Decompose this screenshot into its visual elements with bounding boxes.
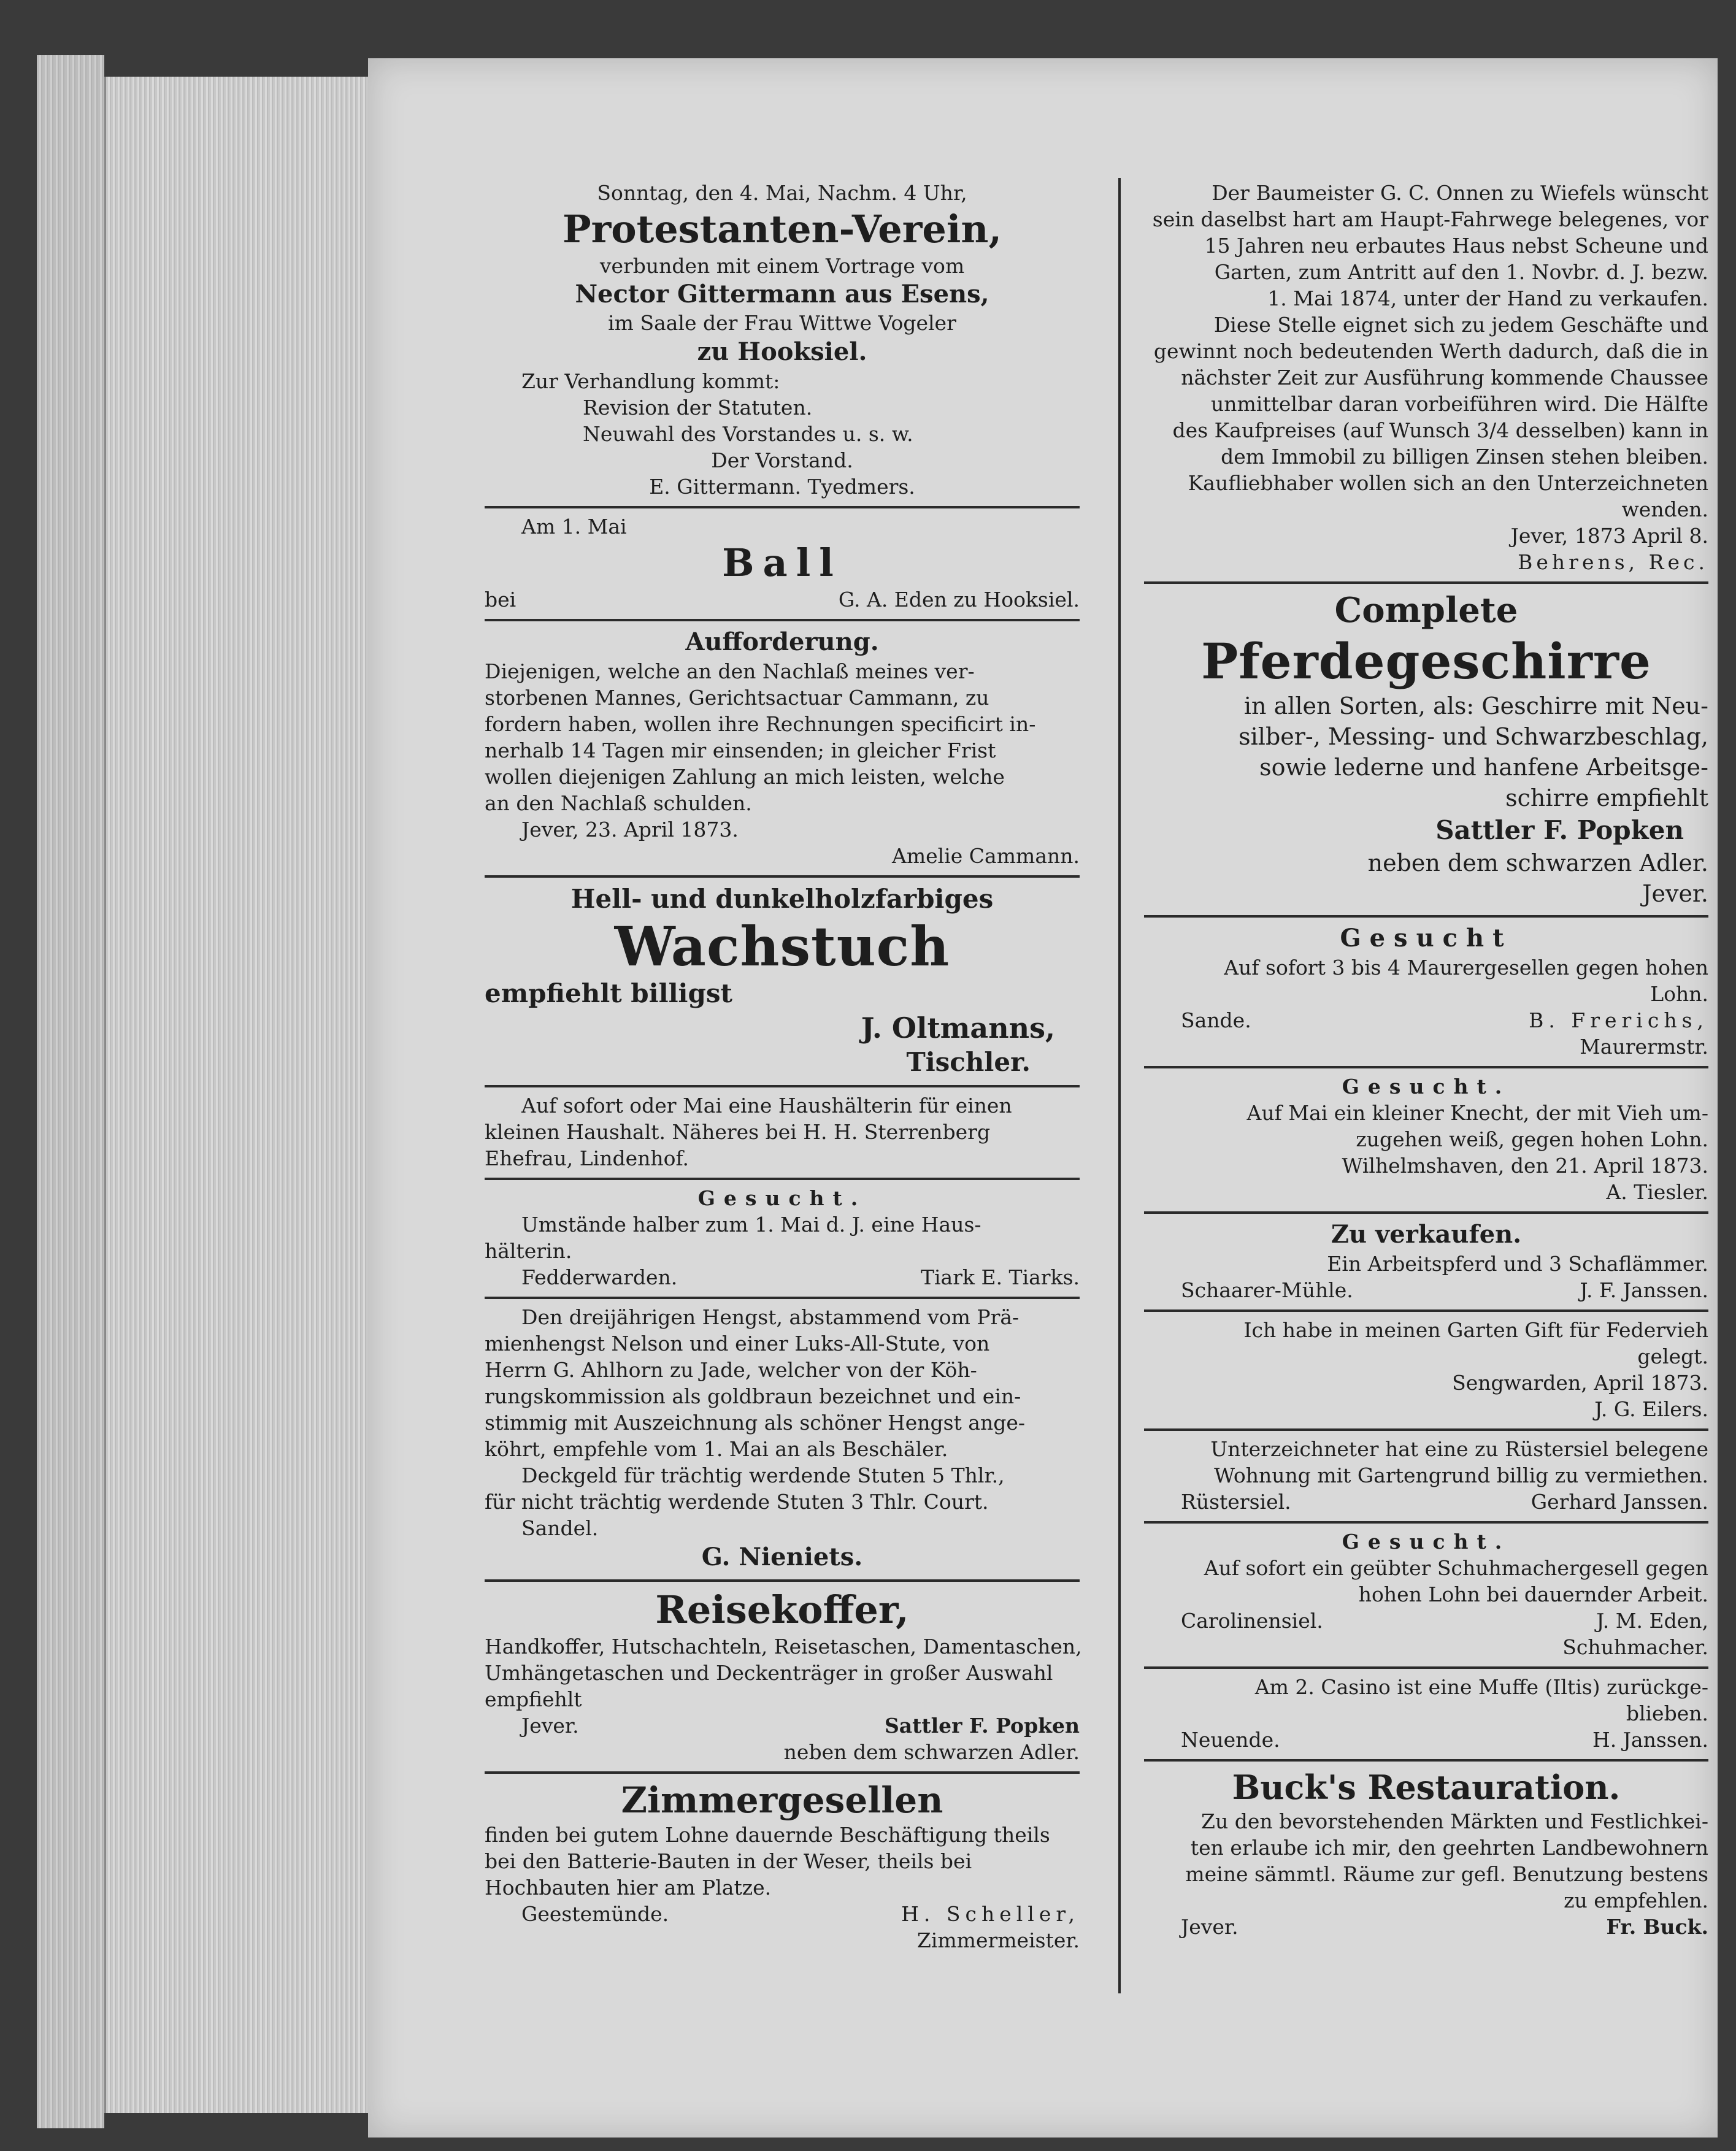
ad-text: Der Baumeister G. C. Onnen zu Wiefels wünscht (1212, 181, 1708, 205)
ad-signature-line (1144, 1727, 1708, 1753)
ad-text: für nicht trächtig werdende Stuten 3 Thlr. Court. (485, 1490, 989, 1514)
ad-date: Wilhelmshaven, den 21. April 1873. (1342, 1154, 1708, 1178)
ad-place: Jever. (521, 1714, 579, 1738)
ad-signature: Gerhard Janssen. (1531, 1490, 1708, 1514)
ad-place: Sande. (1181, 1008, 1251, 1032)
ad-speaker: Nector Gittermann aus Esens, (575, 280, 989, 309)
ad-text: hohen Lohn bei dauernder Arbeit. (1358, 1582, 1708, 1606)
ad-signature-line (1144, 1608, 1708, 1634)
ad-text: Wohnung mit Gartengrund billig zu vermiethen. (1214, 1463, 1708, 1487)
ad-place: Neuende. (1181, 1728, 1280, 1752)
ad-text: rungskommission als goldbraun bezeichnet und ein- (485, 1384, 1021, 1408)
ad-text: stimmig mit Auszeichnung als schöner Hengst ange- (485, 1411, 1026, 1435)
ad-text: Den dreijährigen Hengst, abstammend vom Prä- (521, 1305, 1020, 1329)
ad-title: Gesucht. (697, 1186, 867, 1210)
ad-text: Unterzeichneter hat eine zu Rüstersiel belegene (1210, 1437, 1708, 1461)
ad-onnen-haus (1144, 175, 1708, 581)
ad-signature-title: Zimmermeister. (916, 1928, 1080, 1952)
ad-text: bei den Batterie-Bauten in der Weser, theils bei (485, 1849, 972, 1873)
ad-text: Neuwahl des Vorstandes u. s. w. (583, 422, 913, 446)
ad-text: meine sämmtl. Räume zur gefl. Benutzung bestens (1185, 1862, 1708, 1886)
ad-text: zugehen weiß, gegen hohen Lohn. (1356, 1127, 1708, 1151)
ad-signature-line (1144, 1277, 1708, 1303)
ad-text: Ich habe in meinen Garten Gift für Federvieh (1243, 1318, 1708, 1342)
ad-text: blieben. (1626, 1701, 1708, 1725)
right-column (1144, 175, 1708, 1946)
ad-gesucht-knecht (1144, 1066, 1708, 1211)
ad-date-line: Sonntag, den 4. Mai, Nachm. 4 Uhr, (597, 181, 967, 205)
ad-gesucht-schuhmacher (1144, 1521, 1708, 1666)
ad-signature: H. Scheller, (901, 1902, 1080, 1926)
ad-zimmergesellen (485, 1771, 1080, 1960)
ad-title-main: Pferdegeschirre (1201, 632, 1651, 690)
ad-address: neben dem schwarzen Adler. (783, 1740, 1080, 1764)
ad-signature: Tiark E. Tiarks. (920, 1265, 1080, 1289)
ad-text: an den Nachlaß schulden. (485, 791, 752, 815)
ad-text: wenden. (1621, 497, 1708, 521)
ad-text: schirre empfiehlt (1505, 784, 1708, 811)
ad-address: neben dem schwarzen Adler. (1367, 849, 1708, 876)
ad-title: Aufforderung. (685, 627, 879, 656)
ad-signature-line (1144, 1914, 1708, 1940)
ad-text: nächster Zeit zur Ausführung kommende Chaussee (1181, 366, 1708, 389)
ad-signature-title: Schuhmacher. (1562, 1635, 1708, 1659)
ad-gesucht-maurer (1144, 915, 1708, 1066)
ad-text: Auf sofort oder Mai eine Haushälterin für einen (521, 1094, 1012, 1118)
ad-signature: Sattler F. Popken (1435, 815, 1684, 845)
ad-signature: H. Janssen. (1592, 1728, 1708, 1752)
ad-hengst (485, 1297, 1080, 1579)
ad-text: Umstände halber zum 1. Mai d. J. eine Haus- (521, 1213, 981, 1237)
ad-text: unmittelbar daran vorbeiführen wird. Die Hälfte (1211, 392, 1708, 416)
ad-title: Buck's Restauration. (1232, 1768, 1621, 1807)
ad-gesucht-haushaelterin (485, 1178, 1080, 1297)
ad-title: Zimmergesellen (621, 1779, 943, 1821)
ad-text: empfiehlt billigst (485, 978, 732, 1008)
ad-text: wollen diejenigen Zahlung an mich leisten, welche (485, 765, 1005, 789)
ad-text: storbenen Mannes, Gerichtsactuar Cammann, zu (485, 686, 989, 710)
ad-signature-line (485, 1264, 1080, 1290)
ad-place: Geestemünde. (521, 1902, 669, 1926)
book-binding-edge (37, 55, 104, 2128)
ad-title: Gesucht. (1342, 1075, 1511, 1099)
ad-place: Jever. (1181, 1915, 1239, 1939)
ad-text: gelegt. (1637, 1344, 1708, 1368)
ad-host-line (485, 586, 1080, 613)
ad-bucks-restauration (1144, 1759, 1708, 1946)
ad-text: Der Vorstand. (711, 448, 853, 472)
ad-title: Gesucht (1340, 924, 1513, 953)
ad-text: zu empfehlen. (1564, 1888, 1708, 1912)
ad-text: Diejenigen, welche an den Nachlaß meines ver- (485, 659, 975, 683)
left-column (485, 175, 1080, 1960)
ad-date: Jever, 1873 April 8. (1510, 524, 1708, 548)
ad-signature-line (1144, 1007, 1708, 1033)
ad-signature-line (485, 1712, 1080, 1739)
ad-title: Ball (722, 540, 842, 585)
ad-date-line: Am 1. Mai (521, 515, 627, 539)
ad-place: Jever. (1642, 880, 1708, 907)
ad-haushaelterin (485, 1085, 1080, 1178)
ad-reisekoffer (485, 1579, 1080, 1771)
ad-ball (485, 506, 1080, 619)
ad-signature: Behrens, Rec. (1518, 550, 1708, 574)
ad-place: Schaarer-Mühle. (1181, 1278, 1353, 1302)
ad-date: Sengwarden, April 1873. (1452, 1371, 1708, 1395)
ad-aufforderung (485, 619, 1080, 875)
ad-zu-verkaufen (1144, 1211, 1708, 1309)
ad-text: in allen Sorten, als: Geschirre mit Neu- (1243, 692, 1708, 719)
ad-signature: Amelie Cammann. (892, 844, 1080, 868)
ad-signature-title: Maurermstr. (1580, 1035, 1708, 1059)
ad-text: Auf sofort ein geübter Schuhmachergesell gegen (1204, 1556, 1708, 1580)
ad-gift (1144, 1309, 1708, 1428)
ad-text: hälterin. (485, 1239, 572, 1263)
ad-muffe (1144, 1666, 1708, 1759)
ad-wohnung (1144, 1428, 1708, 1521)
ad-signature-title: Tischler. (906, 1047, 1031, 1077)
ad-signature: G. Nieniets. (701, 1543, 863, 1571)
ad-text: ten erlaube ich mir, den geehrten Landbewohnern (1190, 1836, 1708, 1860)
ad-text: Garten, zum Antritt auf den 1. Novbr. d. J. bezw. (1214, 260, 1708, 284)
ad-title: Complete (1334, 590, 1518, 631)
ad-text: nerhalb 14 Tagen mir einsenden; in gleicher Frist (485, 738, 996, 762)
ad-text: sowie lederne und hanfene Arbeitsge- (1259, 754, 1708, 781)
ad-wachstuch (485, 875, 1080, 1085)
ad-text: Lohn. (1650, 982, 1708, 1006)
page-stack-edges (104, 77, 376, 2113)
ad-text: des Kaufpreises (auf Wunsch 3/4 desselben) kann in (1172, 418, 1708, 442)
ad-text: Hochbauten hier am Platze. (485, 1876, 772, 1900)
ad-signature: G. A. Eden zu Hooksiel. (838, 588, 1080, 612)
ad-text: Deckgeld für trächtig werdende Stuten 5 Thlr., (521, 1463, 1005, 1487)
ad-signature-line (1144, 1489, 1708, 1515)
ad-place: Rüstersiel. (1181, 1490, 1291, 1514)
ad-title: Wachstuch (614, 914, 950, 978)
ad-text: 1. Mai 1874, unter der Hand zu verkaufen. (1267, 286, 1708, 310)
ad-text: dem Immobil zu billigen Zinsen stehen bleiben. (1221, 445, 1708, 469)
ad-pferdegeschirre (1144, 581, 1708, 915)
ad-title: Reisekoffer, (655, 1587, 909, 1632)
ad-place: zu Hooksiel. (697, 337, 867, 366)
ad-text: Am 2. Casino ist eine Muffe (Iltis) zurückge- (1254, 1675, 1708, 1699)
ad-protestanten-verein (485, 175, 1080, 506)
ad-text: köhrt, empfehle vom 1. Mai an als Beschäler. (485, 1437, 948, 1461)
ad-text: im Saale der Frau Wittwe Vogeler (608, 311, 956, 335)
ad-text: kleinen Haushalt. Näheres bei H. H. Sterrenberg (485, 1120, 991, 1144)
ad-place: Carolinensiel. (1181, 1609, 1323, 1633)
ad-signature: E. Gittermann. Tyedmers. (649, 475, 915, 499)
ad-text: 15 Jahren neu erbautes Haus nebst Scheune und (1204, 234, 1708, 258)
ad-signature: Sattler F. Popken (884, 1714, 1080, 1738)
ad-text: Ein Arbeitspferd und 3 Schaflämmer. (1327, 1252, 1708, 1276)
ad-text: Revision der Statuten. (583, 396, 813, 420)
ad-title: Zu verkaufen. (1331, 1220, 1522, 1249)
ad-signature: J. G. Eilers. (1594, 1397, 1708, 1421)
ad-text: finden bei gutem Lohne dauernde Beschäftigung theils (485, 1823, 1050, 1847)
ad-place: Fedderwarden. (521, 1265, 678, 1289)
ad-text: Handkoffer, Hutschachteln, Reisetaschen, Damentaschen, (485, 1635, 1082, 1658)
ad-text: Auf sofort 3 bis 4 Maurergesellen gegen hohen (1224, 956, 1708, 980)
column-divider (1118, 178, 1121, 1993)
ad-text: Auf Mai ein kleiner Knecht, der mit Vieh um- (1246, 1101, 1708, 1125)
ad-signature: J. F. Janssen. (1580, 1278, 1708, 1302)
ad-subtitle: Hell- und dunkelholzfarbiges (570, 884, 994, 914)
ad-text: verbunden mit einem Vortrage vom (599, 254, 965, 278)
ad-text: Umhängetaschen und Deckenträger in großer Auswahl (485, 1661, 1053, 1685)
ad-text: fordern haben, wollen ihre Rechnungen specificirt in- (485, 712, 1036, 736)
ad-text: Kaufliebhaber wollen sich an den Unterzeichneten (1188, 471, 1708, 495)
ad-signature: Fr. Buck. (1606, 1915, 1708, 1939)
ad-text: bei (485, 588, 517, 612)
ad-text: sein daselbst hart am Haupt-Fahrwege belegenes, vor (1152, 207, 1708, 231)
ad-title: Protestanten-Verein, (562, 207, 1002, 251)
ad-text: Zur Verhandlung kommt: (521, 369, 780, 393)
ad-title: Gesucht. (1342, 1530, 1511, 1554)
ad-signature: J. M. Eden, (1596, 1609, 1708, 1633)
ad-text: mienhengst Nelson und einer Luks-All-Stute, von (485, 1332, 990, 1355)
ad-text: empfiehlt (485, 1687, 582, 1711)
ad-text: Herrn G. Ahlhorn zu Jade, welcher von der Köh- (485, 1358, 977, 1382)
ad-signature: J. Oltmanns, (861, 1011, 1055, 1045)
ad-signature: B. Frerichs, (1529, 1008, 1708, 1032)
ad-signature-line (485, 1901, 1080, 1927)
ad-text: silber-, Messing- und Schwarzbeschlag, (1239, 723, 1708, 750)
ad-signature: A. Tiesler. (1606, 1180, 1708, 1204)
ad-place: Sandel. (521, 1516, 599, 1540)
ad-date: Jever, 23. April 1873. (521, 818, 739, 842)
ad-text: Ehefrau, Lindenhof. (485, 1146, 689, 1170)
ad-text: Zu den bevorstehenden Märkten und Festlichkei- (1201, 1809, 1708, 1833)
ad-text: gewinnt noch bedeutenden Werth dadurch, daß die in (1153, 339, 1708, 363)
ad-text: Diese Stelle eignet sich zu jedem Geschäfte und (1213, 313, 1708, 337)
